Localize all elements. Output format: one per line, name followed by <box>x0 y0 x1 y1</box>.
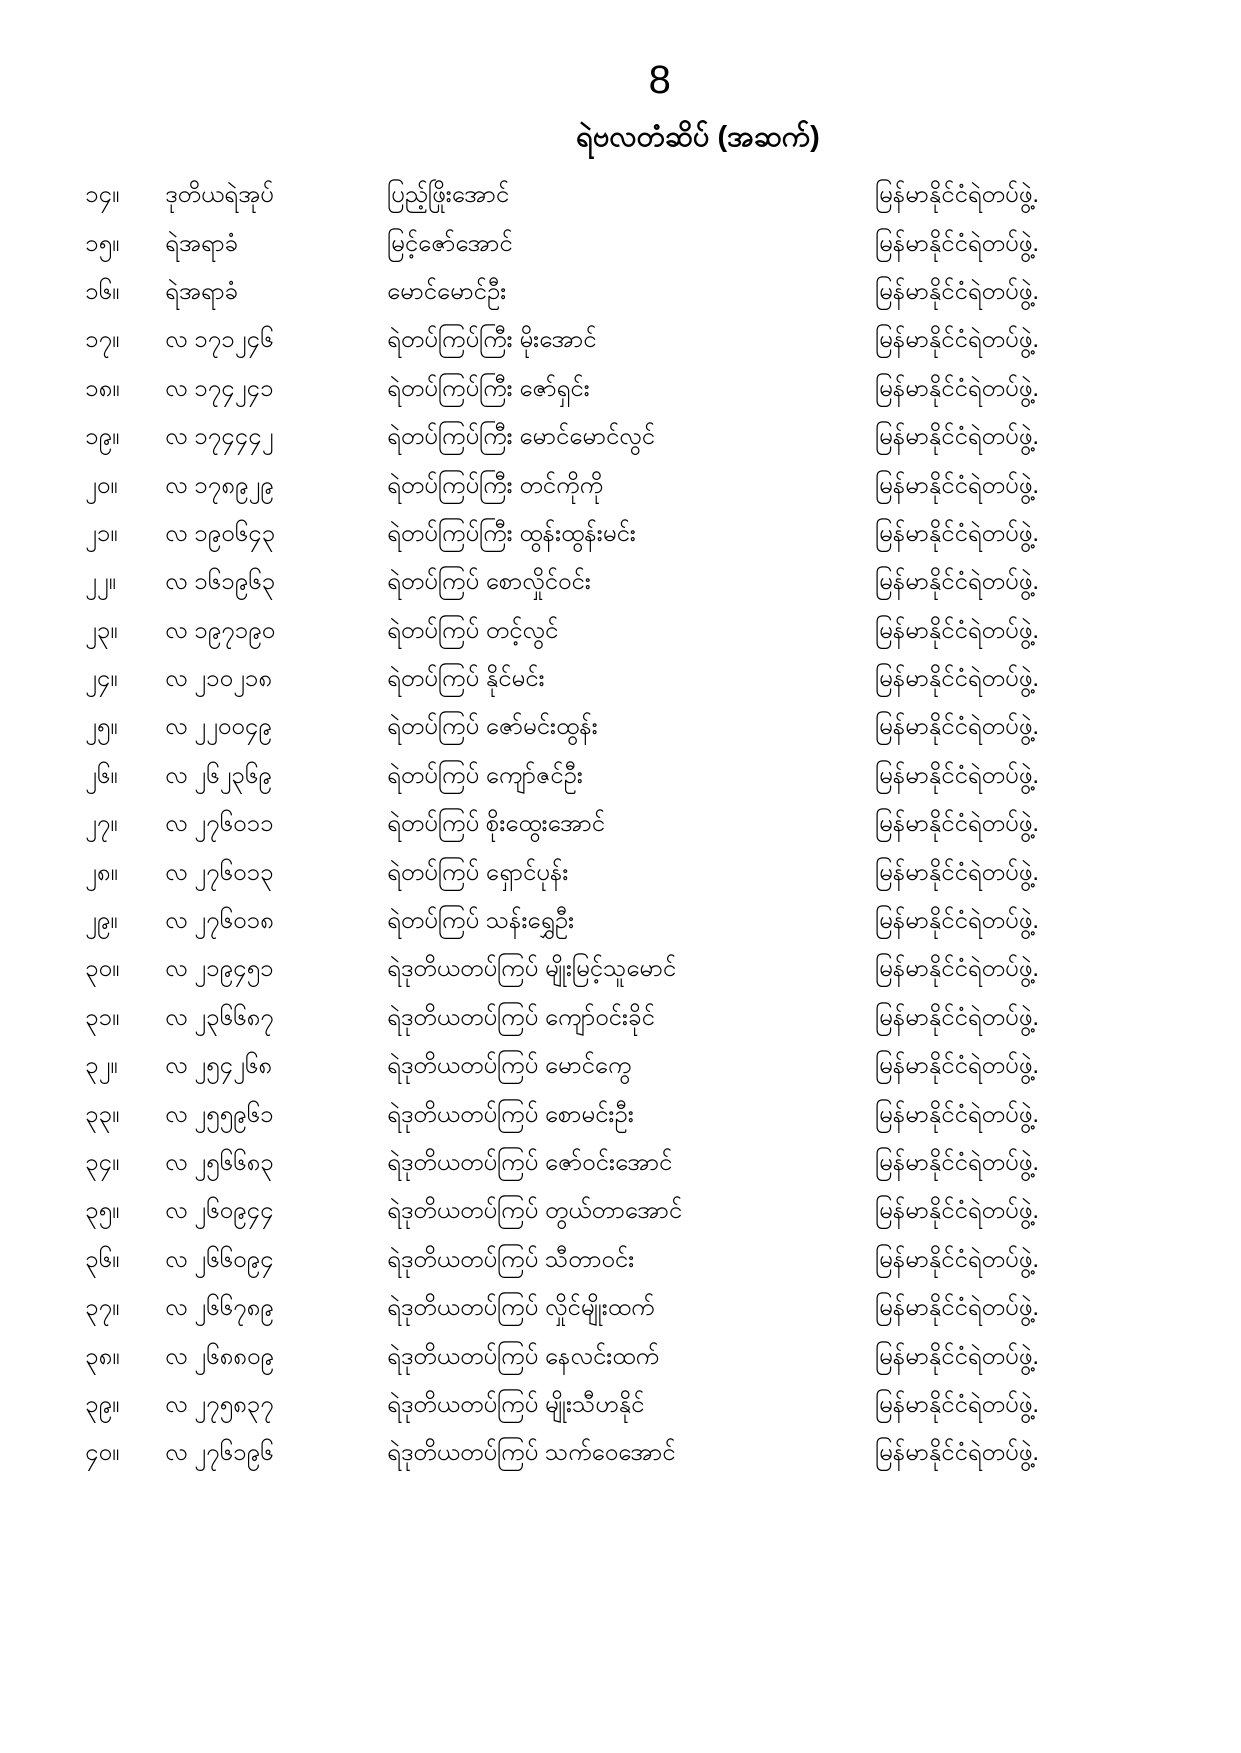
serial-number: ၃၃။ <box>85 1100 120 1128</box>
roster-row <box>85 753 1201 801</box>
roster-row <box>85 1285 1201 1333</box>
rank-and-name: ရဲတပ်ကြပ် စောလှိုင်ဝင်း <box>387 568 591 596</box>
service-id: လ ၁၆၁၉၆၃ <box>165 568 276 596</box>
rank-and-name: ရဲတပ်ကြပ်ကြီး ဇော်ရှင်း <box>387 374 590 402</box>
organization: မြန်မာနိုင်ငံရဲတပ်ဖွဲ့. <box>875 1052 1039 1080</box>
serial-number: ၂၃။ <box>85 616 118 644</box>
roster-row <box>85 656 1201 704</box>
serial-number: ၃၆။ <box>85 1245 120 1273</box>
service-id: လ ၁၉၇၁၉၀ <box>165 616 276 644</box>
rank-and-name: ရဲတပ်ကြပ် ဇော်မင်းထွန်း <box>387 713 598 741</box>
organization: မြန်မာနိုင်ငံရဲတပ်ဖွဲ့. <box>875 616 1039 644</box>
rank-and-name: ရဲဒုတိယတပ်ကြပ် ဇော်ဝင်းအောင် <box>387 1149 673 1176</box>
service-id: လ ၁၇၁၂၄၆ <box>165 326 274 354</box>
service-id: လ ၂၅၄၂၆၈ <box>165 1052 272 1080</box>
service-id: လ ၁၇၈၉၂၉ <box>165 471 274 499</box>
service-id: လ ၂၇၆၁၉၆ <box>165 1439 274 1467</box>
service-id: လ ၂၃၆၆၈၇ <box>165 1003 274 1031</box>
service-id: လ ၁၉၀၆၄၃ <box>165 519 276 547</box>
service-id: ရဲအရာခံ <box>165 277 238 305</box>
serial-number: ၁၈။ <box>85 374 120 402</box>
service-id: လ ၂၇၅၈၃၇ <box>165 1390 274 1418</box>
roster-row <box>85 946 1201 994</box>
service-id: ဒုတိယရဲအုပ် <box>165 181 274 209</box>
rank-and-name: ရဲဒုတိယတပ်ကြပ် နေလင်းထက် <box>387 1342 659 1370</box>
service-id: ရဲအရာခံ <box>165 229 238 257</box>
rank-and-name: မြင့်ဇော်အောင် <box>387 229 513 257</box>
page-title: ရဲဗလတံဆိပ် (အဆက်) <box>576 121 820 153</box>
rank-and-name: ရဲတပ်ကြပ် သန်းရွှေဦး <box>387 907 575 935</box>
service-id: လ ၂၂၀၀၄၉ <box>165 713 272 741</box>
serial-number: ၂၇။ <box>85 810 118 838</box>
organization: မြန်မာနိုင်ငံရဲတပ်ဖွဲ့. <box>875 1390 1039 1418</box>
rank-and-name: ရဲဒုတိယတပ်ကြပ် မောင်ကွေ <box>387 1052 632 1080</box>
serial-number: ၂၁။ <box>85 519 118 547</box>
rank-and-name: ရဲဒုတိယတပ်ကြပ် မျိုးသီဟနိုင် <box>387 1390 645 1418</box>
roster-row <box>85 511 1201 559</box>
organization: မြန်မာနိုင်ငံရဲတပ်ဖွဲ့. <box>875 374 1039 402</box>
rank-and-name: ရဲဒုတိယတပ်ကြပ် လှိုင်မျိုးထက် <box>387 1294 655 1322</box>
serial-number: ၃၇။ <box>85 1294 120 1322</box>
organization: မြန်မာနိုင်ငံရဲတပ်ဖွဲ့. <box>875 471 1039 499</box>
organization: မြန်မာနိုင်ငံရဲတပ်ဖွဲ့. <box>875 1149 1039 1176</box>
roster-row <box>85 801 1201 849</box>
roster-row <box>85 462 1201 510</box>
serial-number: ၁၆။ <box>85 277 120 305</box>
organization: မြန်မာနိုင်ငံရဲတပ်ဖွဲ့. <box>875 229 1039 257</box>
roster-row <box>85 366 1201 414</box>
roster-row <box>85 1043 1201 1091</box>
serial-number: ၁၄။ <box>85 181 120 209</box>
rank-and-name: ရဲတပ်ကြပ်ကြီး ထွန်းထွန်းမင်း <box>387 519 636 547</box>
rank-and-name: ရဲတပ်ကြပ် တင့်လွင် <box>387 616 559 644</box>
organization: မြန်မာနိုင်ငံရဲတပ်ဖွဲ့. <box>875 858 1039 886</box>
organization: မြန်မာနိုင်ငံရဲတပ်ဖွဲ့. <box>875 955 1039 983</box>
roster-row <box>85 995 1201 1043</box>
organization: မြန်မာနိုင်ငံရဲတပ်ဖွဲ့. <box>875 1197 1039 1225</box>
serial-number: ၂၆။ <box>85 761 118 789</box>
service-id: လ ၂၁၀၂၁၈ <box>165 665 272 693</box>
serial-number: ၂၄။ <box>85 665 118 693</box>
roster-row <box>85 220 1201 268</box>
roster-row <box>85 559 1201 607</box>
serial-number: ၄၀။ <box>85 1439 120 1467</box>
serial-number: ၂၅။ <box>85 713 118 741</box>
organization: မြန်မာနိုင်ငံရဲတပ်ဖွဲ့. <box>875 423 1039 451</box>
serial-number: ၁၇။ <box>85 326 120 354</box>
rank-and-name: ရဲဒုတိယတပ်ကြပ် မျိုးမြင့်သူမောင် <box>387 955 677 983</box>
roster-row <box>85 1091 1201 1139</box>
service-id: လ ၂၆၈၈၀၉ <box>165 1342 274 1370</box>
rank-and-name: ရဲဒုတိယတပ်ကြပ် တွယ်တာအောင် <box>387 1197 683 1225</box>
service-id: လ ၂၇၆၀၁၈ <box>165 907 274 935</box>
service-id: လ ၂၆၆၀၉၄ <box>165 1245 274 1273</box>
organization: မြန်မာနိုင်ငံရဲတပ်ဖွဲ့. <box>875 665 1039 693</box>
roster-row <box>85 1382 1201 1430</box>
organization: မြန်မာနိုင်ငံရဲတပ်ဖွဲ့. <box>875 1245 1039 1273</box>
service-id: လ ၂၆၀၉၄၄ <box>165 1197 274 1225</box>
roster-row <box>85 849 1201 897</box>
rank-and-name: ရဲတပ်ကြပ်ကြီး တင်ကိုကို <box>387 471 603 499</box>
serial-number: ၂၀။ <box>85 471 118 499</box>
rank-and-name: ရဲတပ်ကြပ်ကြီး မောင်မောင်လွင် <box>387 423 655 451</box>
organization: မြန်မာနိုင်ငံရဲတပ်ဖွဲ့. <box>875 761 1039 789</box>
organization: မြန်မာနိုင်ငံရဲတပ်ဖွဲ့. <box>875 713 1039 741</box>
service-id: လ ၂၆၆၇၈၉ <box>165 1294 274 1322</box>
roster-row <box>85 704 1201 752</box>
service-id: လ ၂၅၆၆၈၃ <box>165 1149 274 1176</box>
service-id: လ ၁၇၄၄၄၂ <box>165 423 274 451</box>
rank-and-name: ပြည့်ဖြိုးအောင် <box>387 181 510 209</box>
rank-and-name: ရဲတပ်ကြပ် စိုးထွေးအောင် <box>387 810 605 838</box>
roster-row <box>85 1140 1201 1188</box>
roster-row <box>85 1333 1201 1381</box>
serial-number: ၃၂။ <box>85 1052 118 1080</box>
service-id: လ ၂၇၆၀၁၁ <box>165 810 274 838</box>
rank-and-name: မောင်မောင်ဦး <box>387 277 507 305</box>
roster-row <box>85 608 1201 656</box>
organization: မြန်မာနိုင်ငံရဲတပ်ဖွဲ့. <box>875 907 1039 935</box>
organization: မြန်မာနိုင်ငံရဲတပ်ဖွဲ့. <box>875 1439 1039 1467</box>
organization: မြန်မာနိုင်ငံရဲတပ်ဖွဲ့. <box>875 277 1039 305</box>
roster-row <box>85 1237 1201 1285</box>
rank-and-name: ရဲဒုတိယတပ်ကြပ် သက်ဝေအောင် <box>387 1439 676 1467</box>
rank-and-name: ရဲတပ်ကြပ် ကျော်ဇင်ဦး <box>387 761 583 789</box>
serial-number: ၃၄။ <box>85 1149 120 1176</box>
roster-row <box>85 269 1201 317</box>
organization: မြန်မာနိုင်ငံရဲတပ်ဖွဲ့. <box>875 810 1039 838</box>
organization: မြန်မာနိုင်ငံရဲတပ်ဖွဲ့. <box>875 326 1039 354</box>
service-id: လ ၂၆၂၃၆၉ <box>165 761 272 789</box>
organization: မြန်မာနိုင်ငံရဲတပ်ဖွဲ့. <box>875 519 1039 547</box>
serial-number: ၃၀။ <box>85 955 120 983</box>
roster-row <box>85 317 1201 365</box>
serial-number: ၃၈။ <box>85 1342 120 1370</box>
serial-number: ၃၉။ <box>85 1390 120 1418</box>
serial-number: ၃၁။ <box>85 1003 120 1031</box>
roster-row <box>85 414 1201 462</box>
service-id: လ ၁၇၄၂၄၁ <box>165 374 274 402</box>
serial-number: ၂၈။ <box>85 858 118 886</box>
service-id: လ ၂၅၅၉၆၁ <box>165 1100 274 1128</box>
rank-and-name: ရဲတပ်ကြပ် နိုင်မင်း <box>387 665 545 693</box>
rank-and-name: ရဲတပ်ကြပ် ရှောင်ပုန်း <box>387 858 569 886</box>
serial-number: ၁၉။ <box>85 423 120 451</box>
organization: မြန်မာနိုင်ငံရဲတပ်ဖွဲ့. <box>875 1342 1039 1370</box>
service-id: လ ၂၁၉၄၅၁ <box>165 955 274 983</box>
rank-and-name: ရဲဒုတိယတပ်ကြပ် သီတာဝင်း <box>387 1245 635 1273</box>
organization: မြန်မာနိုင်ငံရဲတပ်ဖွဲ့. <box>875 181 1039 209</box>
roster-row <box>85 1430 1201 1478</box>
serial-number: ၂၂။ <box>85 568 116 596</box>
organization: မြန်မာနိုင်ငံရဲတပ်ဖွဲ့. <box>875 1294 1039 1322</box>
serial-number: ၂၉။ <box>85 907 118 935</box>
serial-number: ၁၅။ <box>85 229 120 257</box>
rank-and-name: ရဲဒုတိယတပ်ကြပ် ကျော်ဝင်းခိုင် <box>387 1003 655 1031</box>
roster-row <box>85 172 1201 220</box>
roster <box>85 172 1201 1479</box>
organization: မြန်မာနိုင်ငံရဲတပ်ဖွဲ့. <box>875 568 1039 596</box>
rank-and-name: ရဲတပ်ကြပ်ကြီး မိုးအောင် <box>387 326 597 354</box>
organization: မြန်မာနိုင်ငံရဲတပ်ဖွဲ့. <box>875 1100 1039 1128</box>
serial-number: ၃၅။ <box>85 1197 120 1225</box>
page-number: 8 <box>648 58 672 102</box>
roster-row <box>85 898 1201 946</box>
service-id: လ ၂၇၆၀၁၃ <box>165 858 274 886</box>
rank-and-name: ရဲဒုတိယတပ်ကြပ် စောမင်းဦး <box>387 1100 634 1128</box>
roster-row <box>85 1188 1201 1236</box>
organization: မြန်မာနိုင်ငံရဲတပ်ဖွဲ့. <box>875 1003 1039 1031</box>
